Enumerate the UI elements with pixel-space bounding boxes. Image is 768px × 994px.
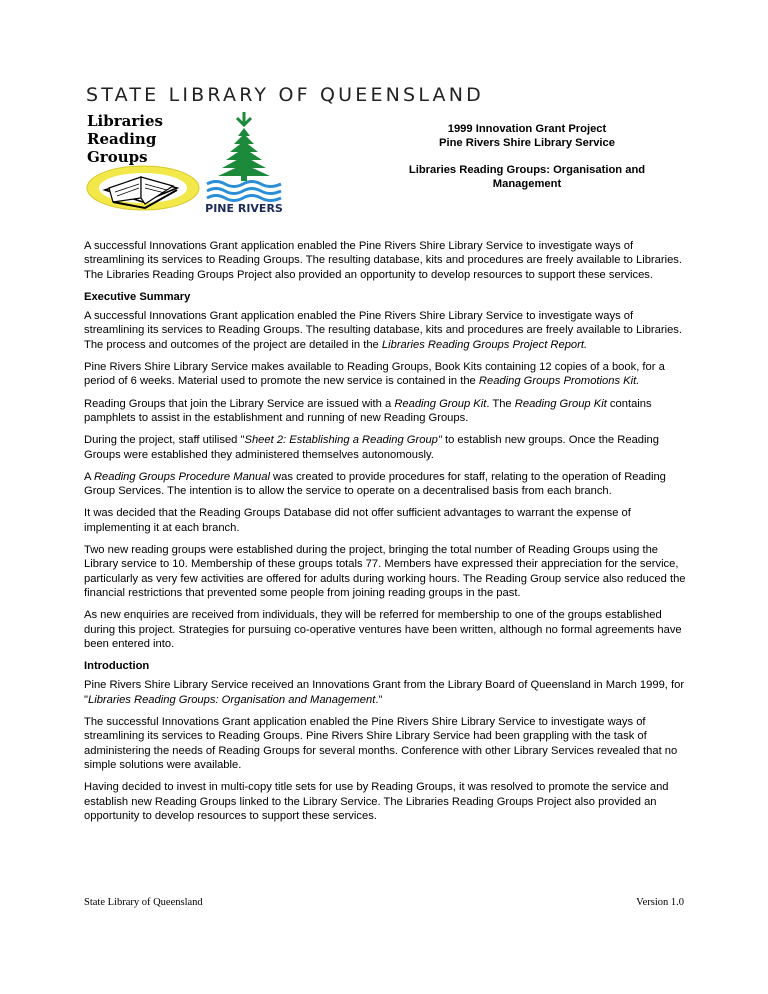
document-title-line-1: Libraries Reading Groups: Organisation and (408, 164, 646, 176)
pine-rivers-wordmark: PINE RIVERS (205, 202, 283, 214)
river-waves-icon (207, 182, 281, 201)
introduction-paragraph-2: The successful Innovations Grant application enabled the Pine Rivers Shire Library Service to investigate ways of streamlining its services to Reading Groups. Pine Rivers Shire Library Service had been grappling with the task of administering the needs of Reading Groups for several months. Conference with other Library Services revealed that no simple solutions were available. (84, 716, 678, 771)
project-line-2: Pine Rivers Shire Library Service (439, 137, 615, 149)
document-body (84, 239, 690, 831)
footer-version: Version 1.0 (636, 897, 684, 908)
masthead-title: STATE LIBRARY OF QUEENSLAND (86, 84, 484, 106)
summary-paragraph-1: A successful Innovations Grant application enabled the Pine Rivers Shire Library Service to investigate ways of streamlining its services to Reading Groups. The resulting database, kits and procedures are freely available to Libraries. The process and outcomes of the project are detailed in the Libraries Reading Groups Project Report. (84, 310, 683, 351)
logo-word-libraries: Libraries (87, 112, 163, 130)
arrow-icon (237, 112, 251, 125)
pine-tree-icon (218, 128, 270, 181)
project-line-1: 1999 Innovation Grant Project (447, 123, 607, 135)
summary-paragraph-5: A Reading Groups Procedure Manual was created to provide procedures for staff, relating to the operation of Reading Group Services. The intention is to allow the service to operate on a decentralised basis from each branch. (84, 470, 666, 498)
summary-paragraph-4: During the project, staff utilised "Sheet 2: Establishing a Reading Group" to establish new groups. Once the Reading Groups were established they administered themselves autonomously. (84, 434, 659, 461)
page-footer (84, 897, 684, 908)
logo-word-reading: Reading (87, 130, 157, 148)
introduction-paragraph-1: Pine Rivers Shire Library Service received an Innovations Grant from the Library Board of Queensland in March 1999, for "Libraries Reading Groups: Organisation and Management." (84, 679, 685, 706)
summary-paragraph-3: Reading Groups that join the Library Service are issued with a Reading Group Kit. The Reading Group Kit contains pamphlets to assist in the establishment and running of new Reading Groups. (84, 397, 652, 424)
introduction-paragraph-3: Having decided to invest in multi-copy title sets for use by Reading Groups, it was resolved to promote the service and establish new Reading Groups linked to the Library Service. The Libraries Reading Groups Project also provided an opportunity to develop resources to support these services. (84, 781, 669, 822)
introduction-heading: Introduction (84, 660, 150, 673)
footer-publisher: State Library of Queensland (84, 897, 203, 908)
summary-paragraph-7: Two new reading groups were established during the project, bringing the total number of Reading Groups using the Library service to 10. Membership of these groups totals 77. Members have expressed their appreciation for the service, particularly as very few activities are offered for adults during working hours. The Reading Group service also reduced the financial restrictions that prevented some people from joining reading groups in the past. (84, 544, 686, 599)
summary-paragraph-8: As new enquiries are received from individuals, they will be referred for membership to one of the groups established during this project. Strategies for pursuing co-operative ventures have been written, although no formal agreements have been entered into. (84, 609, 682, 650)
project-header (344, 122, 710, 191)
summary-paragraph-6: It was decided that the Reading Groups Database did not offer sufficient advantages to warrant the expense of implementing it at each branch. (84, 507, 631, 534)
pine-rivers-logo (203, 110, 285, 214)
libraries-reading-groups-logo (83, 110, 201, 214)
intro-paragraph: A successful Innovations Grant application enabled the Pine Rivers Shire Library Service to investigate ways of streamlining its services to Reading Groups. The resulting database, kits and procedures are freely available to Libraries. The Libraries Reading Groups Project also provided an opportunity to develop resources to support these services. (84, 240, 683, 281)
logo-word-groups: Groups (87, 148, 148, 166)
document-title-line-2: Management (492, 178, 562, 190)
executive-summary-heading: Executive Summary (84, 290, 191, 303)
summary-paragraph-2: Pine Rivers Shire Library Service makes available to Reading Groups, Book Kits containing 12 copies of a book, for a period of 6 weeks. Material used to promote the new service is contained in the Reading Groups Promotions Kit. (84, 361, 665, 388)
